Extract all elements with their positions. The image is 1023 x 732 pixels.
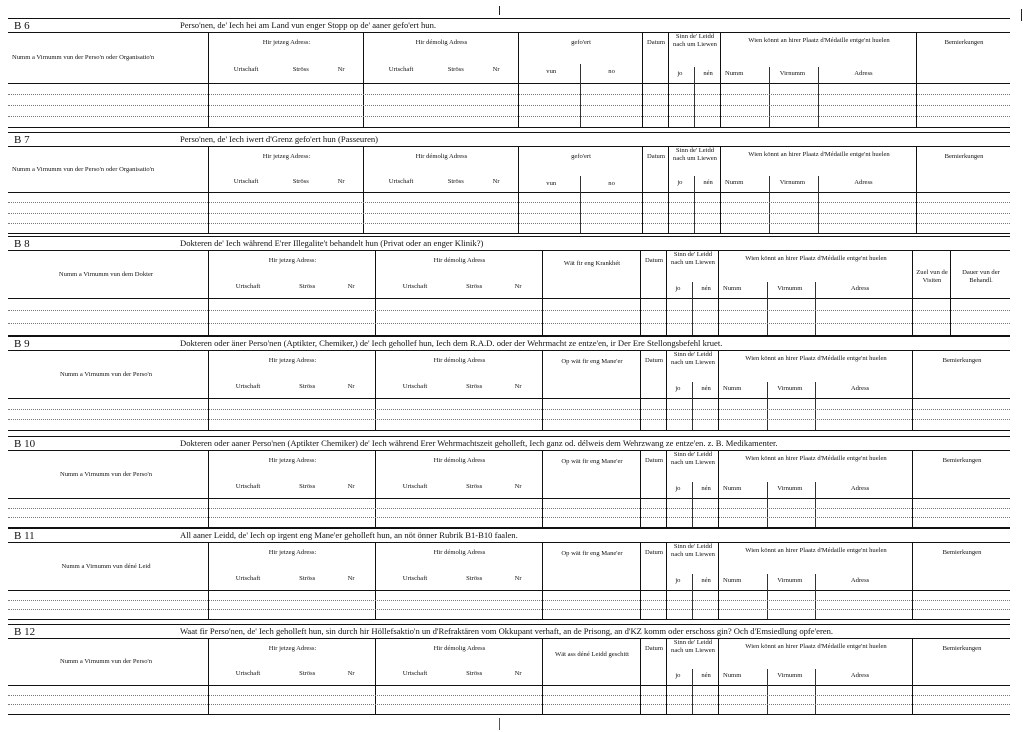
entry-line[interactable] bbox=[8, 116, 1010, 117]
col-number-label: Nr bbox=[514, 574, 522, 582]
table-header bbox=[8, 451, 1010, 499]
col-date-label: Datum bbox=[645, 357, 663, 364]
header-cell bbox=[640, 251, 666, 298]
header-cell bbox=[363, 33, 518, 83]
col-still-alive-label: Sinn de' Leidd nach um Liewen bbox=[671, 251, 715, 266]
col-locality-label: Urtschaft bbox=[402, 282, 428, 290]
section-table bbox=[8, 146, 1010, 233]
header-cell bbox=[375, 639, 542, 685]
col-visits-label: Zuel vun de Visiten bbox=[916, 268, 948, 284]
col-locality-label: Urtschaft bbox=[402, 670, 428, 677]
col-name-label: Numm a Virnumm vun der Perso'n bbox=[59, 370, 153, 378]
table-bottom-border bbox=[8, 233, 1010, 234]
col-medal-label: Wien könnt an hirer Plaatz d'Médaille entge'nt huelen bbox=[745, 455, 887, 462]
col-number-label: Nr bbox=[514, 282, 522, 290]
col-street-label: Ströss bbox=[466, 282, 483, 290]
col-still-alive-label: Sinn de' Leidd nach um Liewen bbox=[673, 147, 717, 162]
table-bottom-border bbox=[8, 619, 1010, 620]
col-locality-label: Urtschaft bbox=[235, 282, 261, 290]
header-cell bbox=[375, 351, 542, 398]
section-b10 bbox=[8, 436, 1010, 526]
table-header bbox=[8, 33, 1010, 84]
col-former-address-label: Hir démolig Adress bbox=[433, 549, 486, 556]
header-cell bbox=[916, 147, 1010, 192]
col-name-label: Numm a Virnumm vun der Perso'n bbox=[59, 658, 153, 665]
entry-rows bbox=[8, 398, 1010, 430]
col-date-label: Datum bbox=[647, 153, 665, 160]
col-still-alive-label: Sinn de' Leidd nach um Liewen bbox=[671, 351, 715, 366]
section-heading bbox=[8, 132, 1010, 147]
col-firstname-label: Virnumm bbox=[779, 70, 806, 77]
entry-line[interactable] bbox=[8, 695, 1010, 696]
col-street-label: Ströss bbox=[299, 482, 316, 490]
entry-line[interactable] bbox=[8, 517, 1010, 518]
table-bottom-border bbox=[8, 430, 1010, 431]
section-title: Perso'nen, de' Iech hei am Land vun enger Stopp op de' aaner gefo'ert hun. bbox=[180, 20, 437, 30]
col-firstname-label: Virnumm bbox=[777, 385, 803, 392]
col-no-label: nén bbox=[703, 179, 713, 186]
col-locality-label: Urtschaft bbox=[388, 66, 414, 73]
col-remarks-label: Bemierkungen bbox=[942, 457, 982, 464]
col-duration-label: Dauer vun der Behandl. bbox=[962, 268, 1000, 284]
col-firstname-label: Virnumm bbox=[777, 285, 803, 292]
col-address-label: Adress bbox=[850, 285, 870, 292]
header-cell bbox=[208, 33, 363, 83]
entry-rows bbox=[8, 498, 1010, 527]
col-firstname-label: Virnumm bbox=[779, 179, 806, 186]
header-cell bbox=[912, 251, 950, 298]
section-table bbox=[8, 32, 1010, 127]
section-code: B 7 bbox=[14, 134, 30, 146]
col-no-label: nén bbox=[703, 70, 713, 77]
section-heading bbox=[8, 236, 1010, 251]
section-title: Dokteren oder äner Perso'nen (Aptikter, Chemiker,) de' Iech gehollef hun, Iech dem R.A.D. oder der Wehrmacht ze entze'en, ir Der Ere Stellongsbefehl kruet. bbox=[180, 338, 723, 348]
col-current-address-label: Hir jetzeg Adress: bbox=[268, 645, 317, 652]
col-medal-label: Wien könnt an hirer Plaatz d'Médaille entge'nt huelen bbox=[745, 643, 887, 650]
header-cell bbox=[8, 639, 208, 685]
section-heading bbox=[8, 528, 1010, 543]
col-firstname-label: Virnumm bbox=[777, 577, 803, 584]
table-header bbox=[8, 251, 1010, 299]
entry-line[interactable] bbox=[8, 310, 1010, 311]
col-guided-label: gefo'ert bbox=[571, 39, 591, 46]
col-locality-label: Urtschaft bbox=[235, 574, 261, 582]
crop-mark-right bbox=[1021, 9, 1022, 21]
header-cell bbox=[363, 147, 518, 192]
header-cell bbox=[208, 251, 375, 298]
col-date-label: Datum bbox=[647, 39, 665, 46]
col-medal-label: Wien könnt an hirer Plaatz d'Médaille entge'nt huelen bbox=[745, 547, 887, 554]
header-cell bbox=[8, 147, 208, 192]
col-locality-label: Urtschaft bbox=[235, 382, 261, 390]
col-surname-label: Numm bbox=[723, 385, 742, 392]
col-name-label: Numm a Virnumm vun der Perso'n oder Organisatio'n bbox=[12, 54, 155, 61]
col-address-label: Adress bbox=[850, 577, 870, 584]
col-street-label: Ströss bbox=[292, 66, 309, 73]
col-address-label: Adress bbox=[850, 485, 870, 492]
col-yes-label: jo bbox=[675, 577, 681, 584]
col-manner-label: Op wät fir eng Mane'er bbox=[561, 550, 623, 557]
section-b12 bbox=[8, 624, 1010, 713]
header-cell bbox=[542, 543, 640, 590]
section-code: B 9 bbox=[14, 338, 30, 350]
col-street-label: Ströss bbox=[466, 574, 483, 582]
col-date-label: Datum bbox=[645, 549, 663, 556]
col-number-label: Nr bbox=[492, 66, 500, 73]
col-medal-label: Wien könnt an hirer Plaatz d'Médaille entge'nt huelen bbox=[748, 37, 890, 44]
entry-rows bbox=[8, 83, 1010, 127]
col-surname-label: Numm bbox=[723, 285, 742, 292]
entry-rows bbox=[8, 192, 1010, 233]
col-locality-label: Urtschaft bbox=[402, 482, 428, 490]
header-cell bbox=[375, 451, 542, 498]
col-medal-label: Wien könnt an hirer Plaatz d'Médaille entge'nt huelen bbox=[748, 151, 890, 158]
header-cell bbox=[640, 451, 666, 498]
col-address-label: Adress bbox=[854, 179, 873, 186]
entry-line[interactable] bbox=[8, 419, 1010, 420]
entry-line[interactable] bbox=[8, 609, 1010, 610]
col-firstname-label: Virnumm bbox=[777, 485, 803, 492]
col-number-label: Nr bbox=[347, 670, 355, 677]
col-name-label: Numm a Virnumm vun der Perso'n bbox=[59, 470, 153, 478]
col-address-label: Adress bbox=[854, 70, 873, 77]
header-cell bbox=[375, 543, 542, 590]
col-name-label: Numm a Virnumm vun der Perso'n oder Organisatio'n bbox=[12, 165, 155, 173]
section-title: Perso'nen, de' Iech iwert d'Grenz gefo'ert hun (Passeuren) bbox=[180, 134, 379, 144]
col-number-label: Nr bbox=[514, 382, 522, 390]
col-name-label: Numm a Virnumm vun dem Dokter bbox=[58, 270, 154, 278]
header-cell bbox=[542, 251, 640, 298]
col-street-label: Ströss bbox=[466, 482, 483, 490]
col-number-label: Nr bbox=[347, 282, 355, 290]
section-code: B 11 bbox=[14, 530, 35, 542]
col-former-address-label: Hir démolig Adress bbox=[433, 457, 486, 464]
col-surname-label: Numm bbox=[723, 672, 742, 679]
section-b7 bbox=[8, 132, 1010, 232]
section-heading bbox=[8, 624, 1010, 639]
header-cell bbox=[208, 351, 375, 398]
col-number-label: Nr bbox=[347, 382, 355, 390]
entry-line[interactable] bbox=[8, 323, 1010, 324]
col-surname-label: Numm bbox=[723, 577, 742, 584]
header-cell bbox=[640, 639, 666, 685]
header-cell bbox=[912, 451, 1010, 498]
col-no-label: nén bbox=[701, 577, 711, 584]
col-street-label: Ströss bbox=[447, 66, 464, 73]
table-header bbox=[8, 351, 1010, 399]
col-street-label: Ströss bbox=[299, 574, 316, 582]
section-table bbox=[8, 350, 1010, 430]
entry-rows bbox=[8, 298, 1010, 335]
col-current-address-label: Hir jetzeg Adress: bbox=[268, 549, 317, 556]
col-remarks-label: Bemierkungen bbox=[942, 645, 982, 652]
header-cell bbox=[542, 639, 640, 685]
header-cell bbox=[8, 451, 208, 498]
col-former-address-label: Hir démolig Adress bbox=[433, 645, 486, 652]
col-remarks-label: Bemierkungen bbox=[944, 39, 984, 46]
section-heading bbox=[8, 18, 1010, 33]
col-date-label: Datum bbox=[645, 645, 663, 652]
section-title: Dokteren oder aaner Perso'nen (Aptikter Chemiker) de' Iech während Erer Wehrmachtszeit geholleft, Iech ganz od. délweis dem Wehrzwang ze entze'en. z. B. Medikamenter. bbox=[180, 438, 778, 448]
entry-line[interactable] bbox=[8, 94, 1010, 95]
col-number-label: Nr bbox=[514, 482, 522, 490]
header-cell bbox=[375, 251, 542, 298]
col-remarks-label: Bemierkungen bbox=[942, 357, 982, 364]
col-surname-label: Numm bbox=[725, 179, 744, 186]
col-remarks-label: Bemierkungen bbox=[944, 153, 984, 160]
section-b11 bbox=[8, 528, 1010, 618]
col-current-address-label: Hir jetzeg Adress: bbox=[262, 39, 311, 46]
section-heading bbox=[8, 336, 1010, 351]
col-street-label: Ströss bbox=[292, 177, 309, 185]
section-title: Dokteren de' Iech während E'rer Illegalite't behandelt hun (Privat oder an enger Klinik?) bbox=[180, 238, 484, 248]
col-former-address-label: Hir démolig Adress bbox=[415, 153, 468, 160]
col-what-happened-label: Wät ass déné Leidd geschitt bbox=[555, 651, 629, 658]
section-title: All aaner Leidd, de' Iech op irgent eng Mane'er geholleft hun, an nöt önner Rubrik B1-B10 faalen. bbox=[180, 530, 518, 540]
col-manner-label: Op wät fir eng Mane'er bbox=[561, 358, 623, 365]
col-number-label: Nr bbox=[492, 177, 500, 185]
entry-line[interactable] bbox=[8, 213, 1010, 214]
header-cell bbox=[8, 351, 208, 398]
section-heading bbox=[8, 436, 1010, 451]
entry-line[interactable] bbox=[8, 105, 1010, 106]
col-manner-label: Op wät fir eng Mane'er bbox=[561, 458, 623, 465]
table-bottom-border bbox=[8, 714, 1010, 715]
header-cell bbox=[8, 543, 208, 590]
col-street-label: Ströss bbox=[299, 382, 316, 390]
col-remarks-label: Bemierkungen bbox=[942, 549, 982, 556]
col-locality-label: Urtschaft bbox=[388, 177, 414, 185]
col-still-alive-label: Sinn de' Leidd nach um Liewen bbox=[673, 33, 717, 48]
section-code: B 8 bbox=[14, 238, 30, 250]
col-current-address-label: Hir jetzeg Adress: bbox=[268, 257, 317, 264]
entry-line[interactable] bbox=[8, 600, 1010, 601]
table-header bbox=[8, 147, 1010, 193]
header-cell bbox=[8, 251, 208, 298]
col-no-label: nén bbox=[701, 672, 711, 679]
header-cell bbox=[542, 451, 640, 498]
col-street-label: Ströss bbox=[466, 382, 483, 390]
entry-line[interactable] bbox=[8, 202, 1010, 203]
col-to-label: no bbox=[608, 68, 615, 75]
header-cell bbox=[950, 251, 1010, 298]
header-cell bbox=[208, 543, 375, 590]
col-locality-label: Urtschaft bbox=[233, 177, 259, 185]
header-cell bbox=[208, 639, 375, 685]
col-current-address-label: Hir jetzeg Adress: bbox=[262, 153, 311, 160]
header-cell bbox=[912, 351, 1010, 398]
col-firstname-label: Virnumm bbox=[777, 672, 803, 679]
col-from-label: vun bbox=[546, 179, 557, 187]
entry-line[interactable] bbox=[8, 409, 1010, 410]
section-code: B 10 bbox=[14, 438, 36, 450]
col-address-label: Adress bbox=[850, 672, 870, 679]
col-locality-label: Urtschaft bbox=[402, 574, 428, 582]
crop-mark-top bbox=[499, 6, 500, 15]
col-locality-label: Urtschaft bbox=[233, 66, 259, 73]
section-table bbox=[8, 250, 1010, 335]
col-yes-label: jo bbox=[675, 485, 681, 492]
col-street-label: Ströss bbox=[466, 670, 483, 677]
entry-line[interactable] bbox=[8, 223, 1010, 224]
col-street-label: Ströss bbox=[299, 670, 316, 677]
section-b6 bbox=[8, 18, 1010, 126]
header-cell bbox=[542, 351, 640, 398]
col-still-alive-label: Sinn de' Leidd nach um Liewen bbox=[671, 451, 715, 466]
col-number-label: Nr bbox=[514, 670, 522, 677]
section-b8 bbox=[8, 236, 1010, 334]
col-former-address-label: Hir démolig Adress bbox=[433, 257, 486, 264]
header-cell bbox=[912, 639, 1010, 685]
col-yes-label: jo bbox=[677, 179, 683, 186]
col-to-label: no bbox=[608, 179, 615, 187]
header-cell bbox=[8, 33, 208, 83]
col-yes-label: jo bbox=[675, 285, 681, 292]
col-still-alive-label: Sinn de' Leidd nach um Liewen bbox=[671, 639, 715, 654]
col-address-label: Adress bbox=[850, 385, 870, 392]
col-former-address-label: Hir démolig Adress bbox=[415, 39, 468, 46]
section-b9 bbox=[8, 336, 1010, 429]
col-date-label: Datum bbox=[645, 257, 663, 264]
col-date-label: Datum bbox=[645, 457, 663, 464]
col-still-alive-label: Sinn de' Leidd nach um Liewen bbox=[671, 543, 715, 558]
col-number-label: Nr bbox=[347, 574, 355, 582]
col-street-label: Ströss bbox=[299, 282, 316, 290]
section-table bbox=[8, 450, 1010, 527]
col-surname-label: Numm bbox=[723, 485, 742, 492]
entry-line[interactable] bbox=[8, 508, 1010, 509]
header-cell bbox=[208, 147, 363, 192]
col-yes-label: jo bbox=[675, 672, 681, 679]
col-locality-label: Urtschaft bbox=[402, 382, 428, 390]
col-medal-label: Wien könnt an hirer Plaatz d'Médaille entge'nt huelen bbox=[745, 355, 887, 362]
col-number-label: Nr bbox=[347, 482, 355, 490]
header-cell bbox=[642, 33, 668, 83]
entry-line[interactable] bbox=[8, 704, 1010, 705]
section-table bbox=[8, 542, 1010, 619]
table-header bbox=[8, 543, 1010, 591]
col-name-label: Numm a Virnumm vun déné Leid bbox=[61, 562, 151, 570]
col-no-label: nén bbox=[701, 385, 711, 392]
col-from-label: vun bbox=[546, 68, 557, 75]
col-yes-label: jo bbox=[677, 70, 683, 77]
col-number-label: Nr bbox=[337, 66, 345, 73]
col-no-label: nén bbox=[701, 285, 711, 292]
header-cell bbox=[640, 543, 666, 590]
header-cell bbox=[916, 33, 1010, 83]
section-code: B 12 bbox=[14, 626, 36, 638]
crop-mark-bottom bbox=[499, 718, 500, 730]
header-cell bbox=[640, 351, 666, 398]
col-current-address-label: Hir jetzeg Adress: bbox=[268, 357, 317, 364]
section-title: Waat fir Perso'nen, de' Iech geholleft hun, sin durch hir Höllefsaktio'n un d'Refraktären vom Okkupant verhaft, an de Prisong, an d'KZ komm oder erschoss gin? Och d'Emsiedlung opfe'eren. bbox=[180, 626, 834, 636]
col-locality-label: Urtschaft bbox=[235, 670, 261, 677]
table-bottom-border bbox=[8, 127, 1010, 128]
section-table bbox=[8, 638, 1010, 714]
header-cell bbox=[642, 147, 668, 192]
col-locality-label: Urtschaft bbox=[235, 482, 261, 490]
col-yes-label: jo bbox=[675, 385, 681, 392]
col-medal-label: Wien könnt an hirer Plaatz d'Médaille entge'nt huelen bbox=[745, 255, 887, 262]
col-current-address-label: Hir jetzeg Adress: bbox=[268, 457, 317, 464]
col-illness-label: Wät fir eng Krankhét bbox=[563, 260, 621, 267]
header-cell bbox=[912, 543, 1010, 590]
table-header bbox=[8, 639, 1010, 686]
col-guided-label: gefo'ert bbox=[571, 153, 591, 160]
col-surname-label: Numm bbox=[725, 70, 744, 77]
header-cell bbox=[208, 451, 375, 498]
entry-rows bbox=[8, 685, 1010, 714]
entry-rows bbox=[8, 590, 1010, 619]
col-no-label: nén bbox=[701, 485, 711, 492]
col-number-label: Nr bbox=[337, 177, 345, 185]
col-former-address-label: Hir démolig Adress bbox=[433, 357, 486, 364]
col-street-label: Ströss bbox=[447, 177, 464, 185]
section-code: B 6 bbox=[14, 20, 30, 32]
